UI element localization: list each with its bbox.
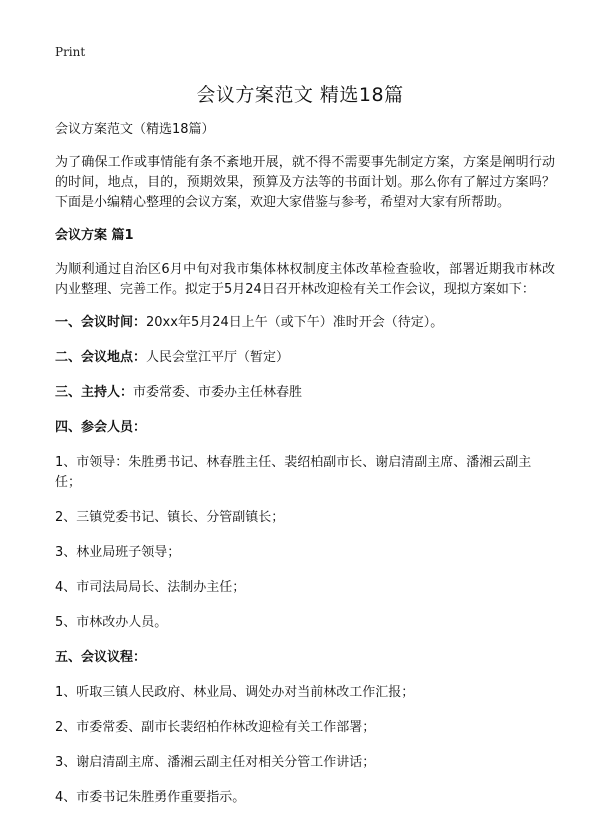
section-heading: 会议方案 篇1 — [55, 228, 134, 243]
intro-paragraph: 为了确保工作或事情能有条不紊地开展，就不得不需要事先制定方案，方案是阐明行动的时间，地点，目的，预期效果，预算及方法等的书面计划。那么你有了解过方案吗？下面是小编精心整理的会议方案，欢迎大家借鉴与参考，希望对大家有所帮助。 — [55, 155, 555, 210]
attendees-label: 四、参会人员： — [55, 420, 147, 435]
list-item: 2、三镇党委书记、镇长、分管副镇长； — [55, 510, 285, 525]
document-body — [55, 120, 555, 823]
page-title: 会议方案范文 精选18篇 — [196, 84, 404, 106]
list-item: 5、市林改办人员。 — [55, 615, 168, 630]
list-item: 2、市委常委、副市长裴绍柏作林改迎检有关工作部署； — [55, 720, 376, 735]
print-link[interactable]: Print — [55, 45, 86, 59]
list-item: 1、听取三镇人民政府、林业局、调处办对当前林改工作汇报； — [55, 685, 415, 700]
meeting-place — [55, 348, 555, 368]
document-subtitle: 会议方案范文（精选18篇） — [55, 122, 215, 137]
agenda-label: 五、会议议程： — [55, 650, 147, 665]
meeting-time-label: 一、会议时间： — [55, 315, 147, 330]
meeting-place-value: 人民会堂江平厅（暂定） — [146, 350, 290, 365]
meeting-host-label: 三、主持人： — [55, 385, 134, 400]
meeting-host — [55, 383, 555, 403]
list-item: 3、林业局班子领导； — [55, 545, 181, 560]
list-item: 3、谢启清副主席、潘湘云副主任对相关分管工作讲话； — [55, 755, 376, 770]
list-item: 1、市领导：朱胜勇书记、林春胜主任、裴绍柏副市长、谢启清副主席、潘湘云副主任； — [55, 455, 532, 490]
meeting-time — [55, 313, 555, 333]
agenda-heading — [55, 648, 555, 668]
meeting-time-value: 20xx年5月24日上午（或下午）准时开会（待定）。 — [146, 315, 444, 330]
list-item: 4、市司法局局长、法制办主任； — [55, 580, 246, 595]
meeting-host-value: 市委常委、市委办主任林春胜 — [133, 385, 303, 400]
attendees-heading — [55, 418, 555, 438]
list-item: 4、市委书记朱胜勇作重要指示。 — [55, 790, 246, 805]
meeting-place-label: 二、会议地点： — [55, 350, 147, 365]
section-paragraph: 为顺利通过自治区6月中旬对我市集体林权制度主体改革检查验收，部署近期我市林改内业整理、完善工作。拟定于5月24日召开林改迎检有关工作会议，现拟方案如下： — [55, 262, 555, 297]
